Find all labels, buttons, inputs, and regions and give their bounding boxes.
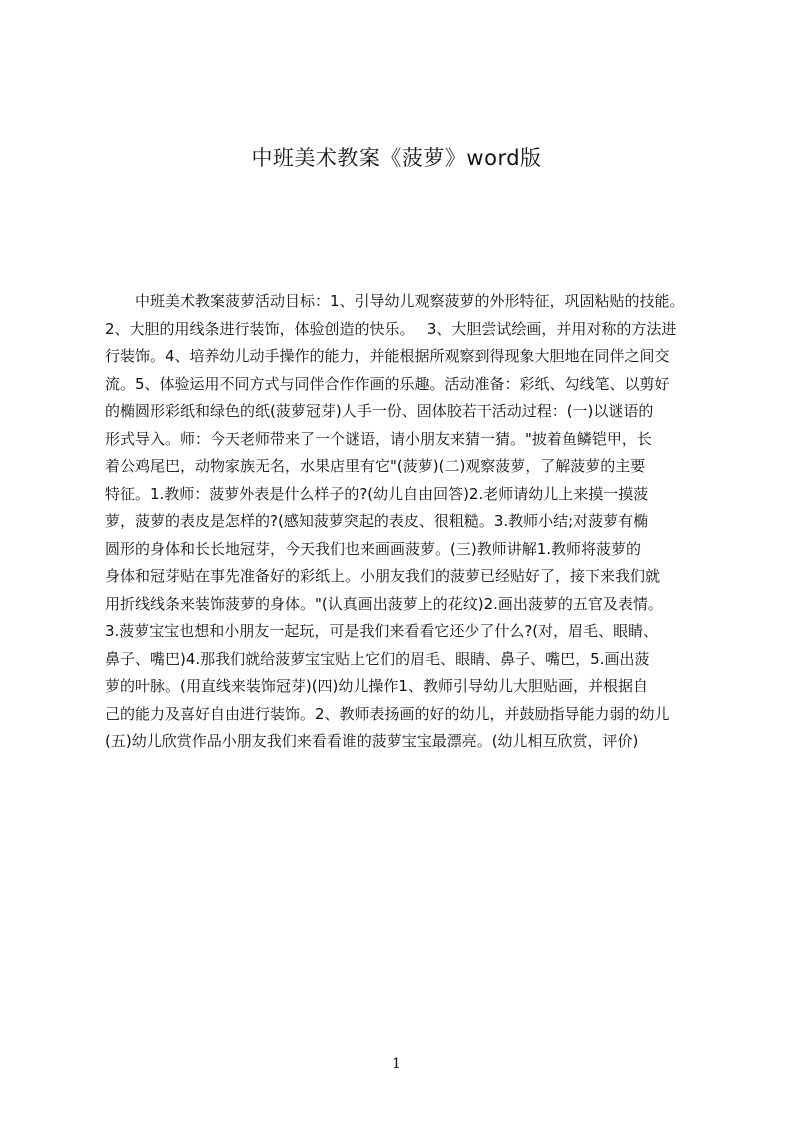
- body-line: 鼻子、嘴巴)4.那我们就给菠萝宝宝贴上它们的眉毛、眼睛、鼻子、嘴巴，5.画出菠: [105, 649, 650, 668]
- body-line: 形式导入。师：今天老师带来了一个谜语，请小朋友来猜一猜。"披着鱼鳞铠甲，长: [105, 429, 652, 448]
- body-line: 萝的叶脉。(用直线来装饰冠芽)(四)幼儿操作1、教师引导幼儿大胆贴画，并根据自: [105, 677, 648, 695]
- body-line: 用折线线条来装饰菠萝的身体。"(认真画出菠萝上的花纹)2.画出菠萝的五官及表情。: [105, 594, 663, 613]
- document-body: [105, 288, 698, 756]
- body-line: 着公鸡尾巴，动物家族无名，水果店里有它"(菠萝)(二)观察菠萝，了解菠萝的主要: [105, 457, 646, 475]
- body-line: 3.菠萝宝宝也想和小朋友一起玩，可是我们来看看它还少了什么?(对，眉毛、眼睛、: [105, 622, 659, 640]
- body-line: 特征。1.教师：菠萝外表是什么样子的?(幼儿自由回答)2.老师请幼儿上来摸一摸菠: [105, 484, 649, 503]
- body-line: 流。5、体验运用不同方式与同伴合作作画的乐趣。活动准备：彩纸、勾线笔、以剪好: [105, 374, 670, 393]
- page-number: 1: [392, 1056, 401, 1072]
- body-line: 己的能力及喜好自由进行装饰。2、教师表扬画的好的幼儿，并鼓励指导能力弱的幼儿: [105, 704, 670, 723]
- body-line: 身体和冠芽贴在事先准备好的彩纸上。小朋友我们的菠萝已经贴好了，接下来我们就: [105, 567, 661, 585]
- body-line: 的椭圆形彩纸和绿色的纸(菠萝冠芽)人手一份、固体胶若干活动过程：(一)以谜语的: [105, 402, 654, 420]
- body-line: 萝，菠萝的表皮是怎样的?(感知菠萝突起的表皮、很粗糙。3.教师小结;对菠萝有椭: [105, 512, 649, 530]
- body-line: 2、大胆的用线条进行装饰，体验创造的快乐。 3、大胆尝试绘画，并用对称的方法进: [105, 319, 677, 338]
- body-line: 圆形的身体和长长地冠芽，今天我们也来画画菠萝。(三)教师讲解1.教师将菠萝的: [105, 539, 642, 558]
- document-title: 中班美术教案《菠萝》word版: [251, 146, 542, 170]
- body-line: (五)幼儿欣赏作品小朋友我们来看看谁的菠萝宝宝最漂亮。(幼儿相互欣赏，评价): [105, 732, 639, 750]
- body-line: 行装饰。4、培养幼儿动手操作的能力，并能根据所观察到得现象大胆地在同伴之间交: [105, 347, 670, 365]
- body-line: 中班美术教案菠萝活动目标：1、引导幼儿观察菠萝的外形特征，巩固粘贴的技能。: [105, 292, 685, 310]
